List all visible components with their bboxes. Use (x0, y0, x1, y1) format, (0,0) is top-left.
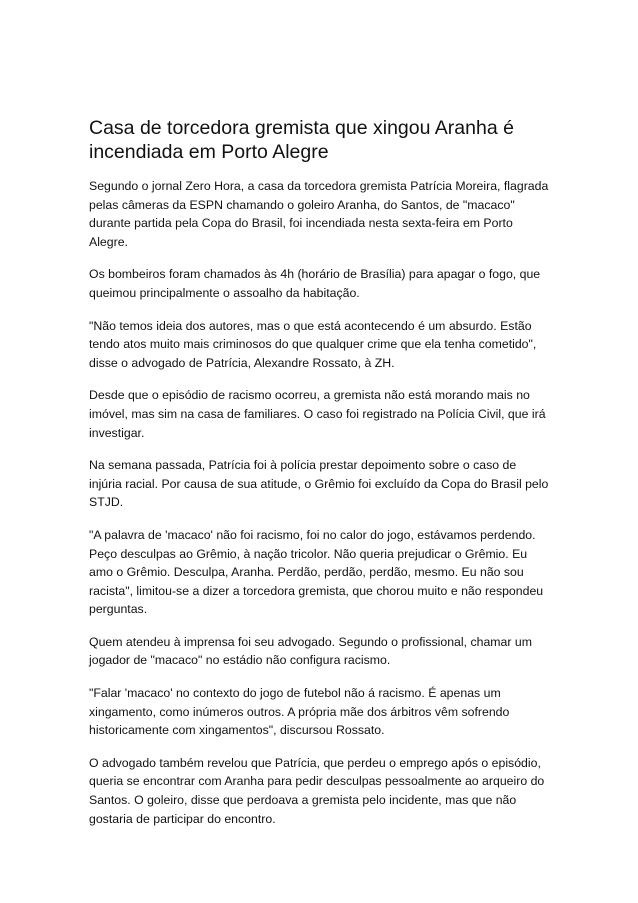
article-paragraph: Na semana passada, Patrícia foi à polícia prestar depoimento sobre o caso de injúria racial. Por causa de sua atitude, o Grêmio foi excluído da Copa do Brasil pelo STJD. (89, 458, 549, 510)
article (89, 116, 551, 842)
article-paragraph: O advogado também revelou que Patrícia, que perdeu o emprego após o episódio, queria se encontrar com Aranha para pedir desculpas pessoalmente ao arqueiro do Santos. O goleiro, disse que perdoava a gremista pelo incidente, mas que não gostaria de participar do encontro. (89, 755, 545, 826)
article-paragraph: "A palavra de 'macaco' não foi racismo, foi no calor do jogo, estávamos perdendo. Peço desculpas ao Grêmio, à nação tricolor. Não queria prejudicar o Grêmio. Eu amo o Grêmio. Desculpa, Aranha. Perdão, perdão, perdão, mesmo. Eu não sou racista", limitou-se a dizer a torcedora gremista, que chorou muito e não respondeu perguntas. (89, 527, 544, 617)
article-paragraph: Segundo o jornal Zero Hora, a casa da torcedora gremista Patrícia Moreira, flagrada pelas câmeras da ESPN chamando o goleiro Aranha, do Santos, de "macaco" durante partida pela Copa do Brasil, foi incendiada nesta sexta-feira em Porto Alegre. (89, 179, 549, 249)
article-paragraph: Desde que o episódio de racismo ocorreu, a gremista não está morando mais no imóvel, mas sim na casa de familiares. O caso foi registrado na Polícia Civil, que irá investigar. (89, 388, 546, 440)
article-headline: Casa de torcedora gremista que xingou Aranha é incendiada em Porto Alegre (89, 117, 514, 163)
article-paragraph: Quem atendeu à imprensa foi seu advogado. Segundo o profissional, chamar um jogador de "macaco" no estádio não configura racismo. (89, 634, 532, 668)
article-paragraph: "Falar 'macaco' no contexto do jogo de futebol não á racismo. É apenas um xingamento, como inúmeros outros. A própria mãe dos árbitros vêm sofrendo historicamente com xingamentos", discursou Rossato. (89, 686, 510, 738)
article-paragraph: "Não temos ideia dos autores, mas o que está acontecendo é um absurdo. Estão tendo atos muito mais criminosos do que qualquer crime que ela tenha cometido", disse o advogado de Patrícia, Alexandre Rossato, à ZH. (89, 318, 537, 370)
article-paragraph: Os bombeiros foram chamados às 4h (horário de Brasília) para apagar o fogo, que queimou principalmente o assoalho da habitação. (89, 267, 541, 300)
